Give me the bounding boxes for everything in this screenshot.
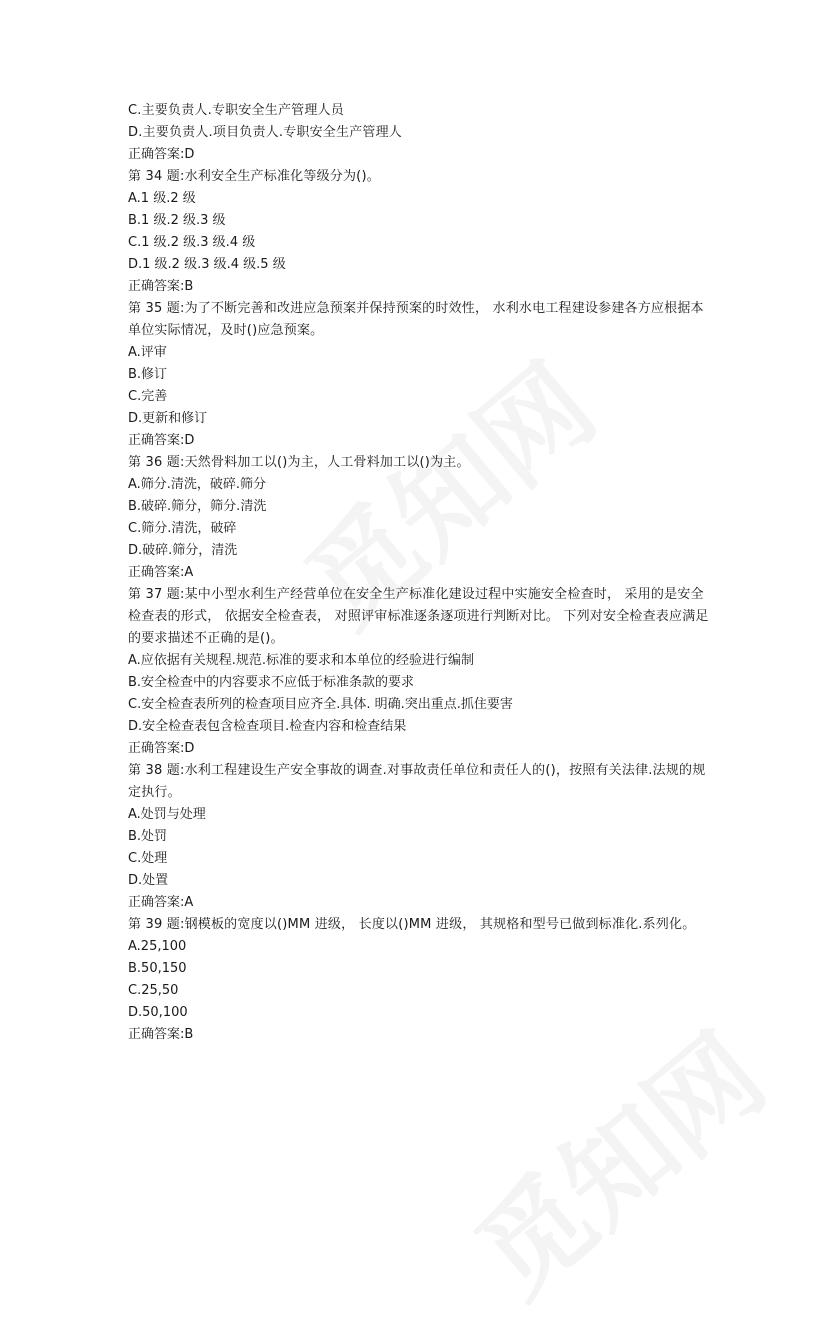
- question-text: 第 35 题:为了不断完善和改进应急预案并保持预案的时效性， 水利水电工程建设参建各方应根据本单位实际情况，及时()应急预案。: [128, 301, 704, 338]
- question-text: 第 34 题:水利安全生产标准化等级分为()。: [128, 169, 380, 184]
- correct-answer: 正确答案:B: [128, 279, 194, 294]
- option-a: A.处罚与处理: [128, 807, 206, 822]
- option-b: B.修订: [128, 367, 168, 382]
- correct-answer: 正确答案:D: [128, 433, 195, 448]
- option-d: D.安全检查表包含检查项目.检查内容和检查结果: [128, 719, 407, 734]
- question-35: [128, 298, 713, 452]
- option-b: B.破碎.筛分，筛分.清洗: [128, 499, 267, 514]
- option-b: B.处罚: [128, 829, 168, 844]
- option-c: C.完善: [128, 389, 168, 404]
- option-d: D.更新和修订: [128, 411, 208, 426]
- option-d: D.处置: [128, 873, 169, 888]
- question-text: 第 36 题:天然骨料加工以()为主，人工骨料加工以()为主。: [128, 455, 470, 470]
- option-c: C.安全检查表所列的检查项目应齐全.具体. 明确.突出重点.抓住要害: [128, 697, 513, 712]
- question-34: [128, 166, 713, 298]
- correct-answer: 正确答案:B: [128, 1027, 194, 1042]
- correct-answer: 正确答案:D: [128, 147, 195, 162]
- question-37: [128, 584, 713, 760]
- option-a: A.1 级.2 级: [128, 191, 196, 206]
- question-38: [128, 760, 713, 914]
- question-text: 第 37 题:某中小型水利生产经营单位在安全生产标准化建设过程中实施安全检查时， 采用的是安全检查表的形式， 依据安全检查表， 对照评审标准逐条逐项进行判断对比。 下列对安全检查表应满足的要求描述不正确的是()。: [128, 587, 709, 646]
- option-a: A.筛分.清洗，破碎.筛分: [128, 477, 267, 492]
- option-text: D.主要负责人.项目负责人.专职安全生产管理人: [128, 125, 403, 140]
- correct-answer: 正确答案:D: [128, 741, 195, 756]
- option-c: C.筛分.清洗，破碎: [128, 521, 237, 536]
- option-a: A.25,100: [128, 939, 187, 954]
- correct-answer: 正确答案:A: [128, 565, 194, 580]
- option-b: B.安全检查中的内容要求不应低于标准条款的要求: [128, 675, 415, 690]
- correct-answer: 正确答案:A: [128, 895, 194, 910]
- option-a: A.评审: [128, 345, 167, 360]
- option-c: C.25,50: [128, 983, 179, 998]
- option-b: B.1 级.2 级.3 级: [128, 213, 226, 228]
- question-text: 第 38 题:水利工程建设生产安全事故的调查.对事故责任单位和责任人的()，按照有关法律.法规的规定执行。: [128, 763, 706, 800]
- option-d: D.1 级.2 级.3 级.4 级.5 级: [128, 257, 286, 272]
- option-d: D.50,100: [128, 1005, 188, 1020]
- option-b: B.50,150: [128, 961, 187, 976]
- option-a: A.应依据有关规程.规范.标准的要求和本单位的经验进行编制: [128, 653, 475, 668]
- option-d: D.破碎.筛分，清洗: [128, 543, 238, 558]
- option-c: C.处理: [128, 851, 168, 866]
- question-text: 第 39 题:钢模板的宽度以()MM 进级， 长度以()MM 进级， 其规格和型号已做到标准化.系列化。: [128, 917, 696, 932]
- question-36: [128, 452, 713, 584]
- question-39: [128, 914, 713, 1046]
- option-text: C.主要负责人.专职安全生产管理人员: [128, 103, 344, 118]
- document-page: [128, 100, 713, 1046]
- option-c: C.1 级.2 级.3 级.4 级: [128, 235, 256, 250]
